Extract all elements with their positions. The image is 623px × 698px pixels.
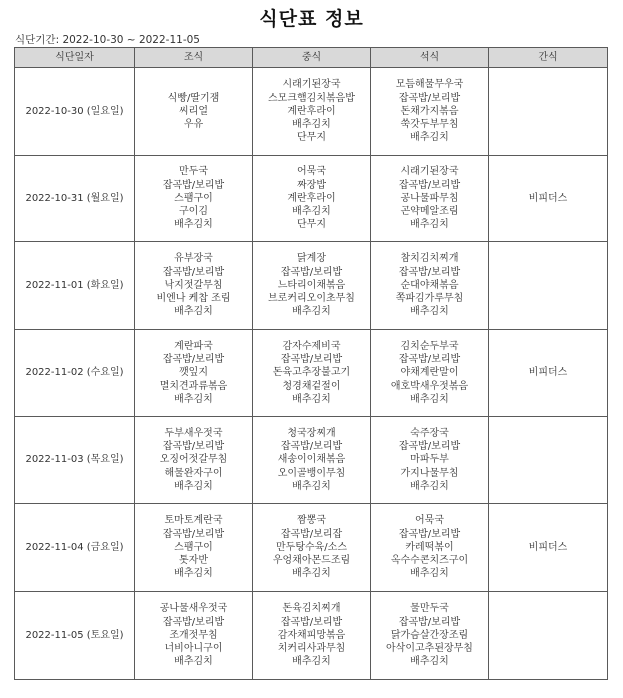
meal-table <box>14 47 608 680</box>
dinner-item: 닭가슴살간장조림 <box>390 629 469 641</box>
lunch-item: 배추김치 <box>292 393 331 405</box>
breakfast-item: 낙지젓갈무침 <box>164 279 223 291</box>
snack-cell <box>489 68 608 156</box>
lunch-cell <box>253 504 371 592</box>
breakfast-item: 해물완자구이 <box>164 467 223 479</box>
table-row <box>15 417 608 504</box>
table-header-row <box>15 48 608 68</box>
breakfast-item: 공나물새우젓국 <box>159 603 228 615</box>
lunch-item: 치커리사과무침 <box>277 643 346 655</box>
breakfast-item: 오징어젓갈무침 <box>159 454 228 466</box>
table-row <box>15 156 608 242</box>
breakfast-item: 스팸구이 <box>174 192 213 204</box>
lunch-item: 만두탕수육/소스 <box>276 541 347 553</box>
lunch-item: 계란후라이 <box>287 192 336 204</box>
dinner-item: 애호박새우젓볶음 <box>390 380 469 392</box>
dinner-item: 아삭이고추된장무침 <box>386 643 473 655</box>
date-cell: 2022-11-05 (토요일) <box>15 592 135 680</box>
breakfast-item: 잡곡밥/보리밥 <box>162 354 225 366</box>
menu-period: 식단기간: 2022-10-30 ~ 2022-11-05 <box>15 34 200 46</box>
dinner-item: 배추김치 <box>410 393 449 405</box>
date-cell: 2022-11-04 (금요일) <box>15 504 135 592</box>
breakfast-item: 잡곡밥/보리밥 <box>162 441 225 453</box>
snack-cell: 비피더스 <box>489 330 608 417</box>
lunch-cell <box>253 156 371 242</box>
breakfast-cell <box>135 592 253 680</box>
dinner-item: 배추김치 <box>410 656 449 668</box>
lunch-item: 느타리이채볶음 <box>277 279 346 291</box>
breakfast-item: 우유 <box>183 119 204 131</box>
lunch-item: 잡곡밥/보리밥 <box>280 266 343 278</box>
lunch-item: 어묵국 <box>297 166 326 178</box>
dinner-cell <box>371 68 489 156</box>
column-header-dinner: 석식 <box>371 48 489 68</box>
table-row <box>15 68 608 156</box>
dinner-item: 배추김치 <box>410 306 449 318</box>
lunch-item: 잡곡밥/보리밥 <box>280 441 343 453</box>
dinner-item: 김치순두부국 <box>400 340 459 352</box>
dinner-item: 잡곡밥/보리밥 <box>398 92 461 104</box>
breakfast-item: 계란파국 <box>174 340 213 352</box>
lunch-item: 단무지 <box>297 132 326 144</box>
date-cell: 2022-10-31 (월요일) <box>15 156 135 242</box>
lunch-item: 단무지 <box>297 219 326 231</box>
page-title: 식단표 정보 <box>259 8 364 30</box>
dinner-item: 쑥갓두부무침 <box>400 119 459 131</box>
lunch-cell <box>253 242 371 330</box>
lunch-item: 배추김치 <box>292 206 331 218</box>
breakfast-item: 만두국 <box>179 166 208 178</box>
dinner-cell <box>371 242 489 330</box>
dinner-item: 곤약메알조림 <box>400 206 459 218</box>
lunch-item: 청국장찌개 <box>287 427 336 439</box>
breakfast-cell <box>135 417 253 504</box>
dinner-item: 야채계란말이 <box>400 367 459 379</box>
dinner-item: 잡곡밥/보리밥 <box>398 441 461 453</box>
breakfast-item: 유부장국 <box>174 253 213 265</box>
breakfast-item: 식빵/딸기잼 <box>167 92 220 104</box>
dinner-item: 순대야채볶음 <box>400 279 459 291</box>
dinner-item: 카레떡볶이 <box>405 541 454 553</box>
breakfast-item: 비엔나 케찹 조림 <box>156 293 231 305</box>
lunch-item: 시래기된장국 <box>282 79 341 91</box>
snack-cell <box>489 242 608 330</box>
lunch-item: 배추김치 <box>292 480 331 492</box>
lunch-item: 계란후라이 <box>287 105 336 117</box>
breakfast-item: 토마토계란국 <box>164 515 223 527</box>
dinner-item: 배추김치 <box>410 219 449 231</box>
breakfast-cell <box>135 504 253 592</box>
table-row <box>15 242 608 330</box>
lunch-item: 우엉채아몬드조림 <box>272 555 351 567</box>
dinner-item: 잡곡밥/보리밥 <box>398 179 461 191</box>
breakfast-item: 조개젓무침 <box>169 629 218 641</box>
lunch-item: 잡곡밥/보리밥 <box>280 616 343 628</box>
date-cell: 2022-11-01 (화요일) <box>15 242 135 330</box>
date-cell: 2022-10-30 (일요일) <box>15 68 135 156</box>
breakfast-item: 두부새우젓국 <box>164 427 223 439</box>
dinner-item: 배추김치 <box>410 132 449 144</box>
date-cell: 2022-11-03 (목요일) <box>15 417 135 504</box>
lunch-cell <box>253 592 371 680</box>
dinner-cell <box>371 592 489 680</box>
dinner-item: 물만두국 <box>410 603 449 615</box>
breakfast-item: 멸치견과류볶음 <box>159 380 228 392</box>
breakfast-item: 잡곡밥/보리밥 <box>162 266 225 278</box>
table-row <box>15 330 608 417</box>
lunch-item: 청경채겉절이 <box>282 380 341 392</box>
breakfast-item: 구이김 <box>179 206 208 218</box>
snack-cell: 비피더스 <box>489 504 608 592</box>
lunch-item: 짜장밥 <box>297 179 326 191</box>
breakfast-item: 배추김치 <box>174 480 213 492</box>
dinner-item: 어묵국 <box>415 515 444 527</box>
dinner-item: 쪽파김가루무침 <box>395 293 464 305</box>
dinner-item: 참치김치찌개 <box>400 253 459 265</box>
breakfast-cell <box>135 330 253 417</box>
breakfast-item: 스팸구이 <box>174 541 213 553</box>
breakfast-item: 배추김치 <box>174 393 213 405</box>
breakfast-item: 배추김치 <box>174 568 213 580</box>
lunch-item: 배추김치 <box>292 568 331 580</box>
breakfast-item: 깻잎지 <box>179 367 208 379</box>
column-header-breakfast: 조식 <box>135 48 253 68</box>
dinner-item: 돈채가지볶음 <box>400 105 459 117</box>
dinner-item: 잡곡밥/보리밥 <box>398 354 461 366</box>
dinner-item: 잡곡밥/보리밥 <box>398 266 461 278</box>
table-row <box>15 504 608 592</box>
breakfast-item: 배추김치 <box>174 656 213 668</box>
lunch-item: 브로커리오이초무침 <box>268 293 355 305</box>
snack-cell: 비피더스 <box>489 156 608 242</box>
snack-cell <box>489 417 608 504</box>
breakfast-item: 잡곡밥/보리밥 <box>162 179 225 191</box>
lunch-item: 짬뽕국 <box>297 515 326 527</box>
lunch-item: 돈육김치찌개 <box>282 603 341 615</box>
lunch-cell <box>253 330 371 417</box>
dinner-item: 배추김치 <box>410 480 449 492</box>
table-row <box>15 592 608 680</box>
column-header-snack: 간식 <box>489 48 608 68</box>
dinner-item: 숙주장국 <box>410 427 449 439</box>
dinner-item: 잡곡밥/보리밥 <box>398 528 461 540</box>
lunch-item: 잡곡밥/보리밥 <box>280 354 343 366</box>
dinner-item: 옥수수콘치즈구이 <box>390 555 469 567</box>
breakfast-item: 배추김치 <box>174 306 213 318</box>
dinner-cell <box>371 156 489 242</box>
lunch-item: 돈육고추장불고기 <box>272 367 351 379</box>
column-header-lunch: 중식 <box>253 48 371 68</box>
lunch-item: 오이골뱅이무침 <box>277 467 346 479</box>
dinner-cell <box>371 417 489 504</box>
dinner-cell <box>371 504 489 592</box>
lunch-item: 배추김치 <box>292 119 331 131</box>
dinner-item: 잡곡밥/보리밥 <box>398 616 461 628</box>
lunch-item: 감자수제비국 <box>282 340 341 352</box>
lunch-cell <box>253 417 371 504</box>
date-cell: 2022-11-02 (수요일) <box>15 330 135 417</box>
breakfast-item: 톳자반 <box>179 555 208 567</box>
breakfast-item: 잡곡밥/보리밥 <box>162 528 225 540</box>
breakfast-item: 잡곡밥/보리밥 <box>162 616 225 628</box>
snack-cell <box>489 592 608 680</box>
lunch-item: 배추김치 <box>292 656 331 668</box>
dinner-item: 마파두부 <box>410 454 449 466</box>
dinner-item: 시래기된장국 <box>400 166 459 178</box>
lunch-item: 닭계장 <box>297 253 326 265</box>
dinner-cell <box>371 330 489 417</box>
dinner-item: 모듬해물무우국 <box>395 79 464 91</box>
lunch-item: 잡곡밥/보리잡 <box>280 528 343 540</box>
lunch-item: 배추김치 <box>292 306 331 318</box>
lunch-cell <box>253 68 371 156</box>
dinner-item: 가지나물무침 <box>400 467 459 479</box>
lunch-item: 새송이이채볶음 <box>277 454 346 466</box>
dinner-item: 공나물파무침 <box>400 192 459 204</box>
breakfast-cell <box>135 68 253 156</box>
breakfast-cell <box>135 156 253 242</box>
lunch-item: 감자채피망볶음 <box>277 629 346 641</box>
lunch-item: 스모크햄김치볶음밥 <box>268 92 355 104</box>
column-header-date: 식단일자 <box>15 48 135 68</box>
dinner-item: 배추김치 <box>410 568 449 580</box>
breakfast-item: 배추김치 <box>174 219 213 231</box>
breakfast-cell <box>135 242 253 330</box>
breakfast-item: 씨리얼 <box>179 105 208 117</box>
breakfast-item: 너비아니구이 <box>164 643 223 655</box>
